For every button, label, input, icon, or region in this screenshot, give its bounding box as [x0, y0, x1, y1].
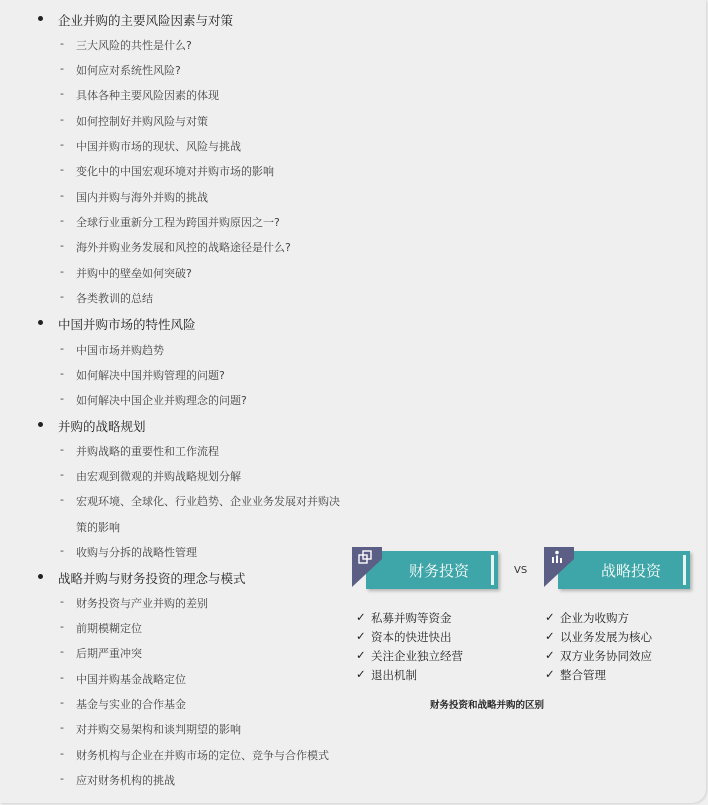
financial-investment-label: 财务投资	[408, 562, 469, 580]
section-title: 战略并购与财务投资的理念与模式	[58, 571, 246, 586]
financial-investment-banner	[352, 551, 502, 589]
strategic-investment-banner	[544, 551, 694, 589]
strategic-investment-label: 战略投资	[600, 562, 661, 580]
check-icon: ✓	[545, 648, 555, 662]
vs-label: VS	[514, 565, 528, 576]
list-item-continuation: 策的影响	[76, 521, 120, 534]
check-icon: ✓	[545, 610, 555, 624]
check-icon: ✓	[356, 648, 366, 662]
section-title: 企业并购的主要风险因素与对策	[58, 13, 234, 28]
comparison-caption: 财务投资和战略并购的区别	[430, 700, 545, 711]
section-title: 中国并购市场的特性风险	[58, 317, 196, 332]
bullet-icon	[38, 574, 43, 579]
bar-chart-person-icon	[550, 550, 564, 564]
bullet-icon	[38, 422, 43, 427]
check-icon: ✓	[356, 629, 366, 643]
check-icon: ✓	[356, 667, 366, 681]
bullet-icon	[38, 16, 43, 21]
section-title: 并购的战略规划	[58, 419, 146, 434]
slide-page: 企业并购的主要风险因素与对策 - 三大风险的共性是什么? - 如何应对系统性风险? - 具体各种主要风险因素的体现 - 如何控制好并购风险与对策 - 中国并购市场的现状、风险与挑战 - 变化中的中国宏观环境对并购市场的影响 - 国内并购与海外并购的挑战 - 全球行业重新分工程为跨国并购原因之一? - 海外并购业务发展和风控的战略途径是什么? - 并购中的壁垒如何突破? - 各类教训的总结 中国并购市场的特性风险 - 中国市场并购趋势 - 如何解决中国并购管理的问题? - 如何解决中国企业并购理念的问题? 并购的战略规划 - 并购战略的重要性和工作流程 - 由宏观到微观的并购战略规划分解 - 宏观环境、全球化、行业趋势、企业业务发展对并购决 策的影响 - 收购与分拆的战略性管理 战略并购与财务投资的理念与模式 - 财务投资与产业并购的差别 - 前期模糊定位 - 后期严重冲突 - 中国并购基金战略定位 - 基金与实业的合作基金 - 对并购交易架构和谈判期望的影响 - 财务机构与企业在并购市场的定位、竞争与合作模式 - 应对财务机构的挑战 财务投资 VS 战略投资 ✓ 私募并购等资金 ✓ 资本的快进快出 ✓ 关注企业独立经营 ✓ 退出机制 ✓ 企业为收购方 ✓ 以业务发展为核心 ✓ 双方业务协同效应 ✓ 整合管理 财务投资和战略并购的区别	[0, 0, 706, 803]
bullet-icon	[38, 320, 43, 325]
external-link-icon	[358, 550, 372, 564]
check-icon: ✓	[356, 610, 366, 624]
check-icon: ✓	[545, 667, 555, 681]
check-icon: ✓	[545, 629, 555, 643]
